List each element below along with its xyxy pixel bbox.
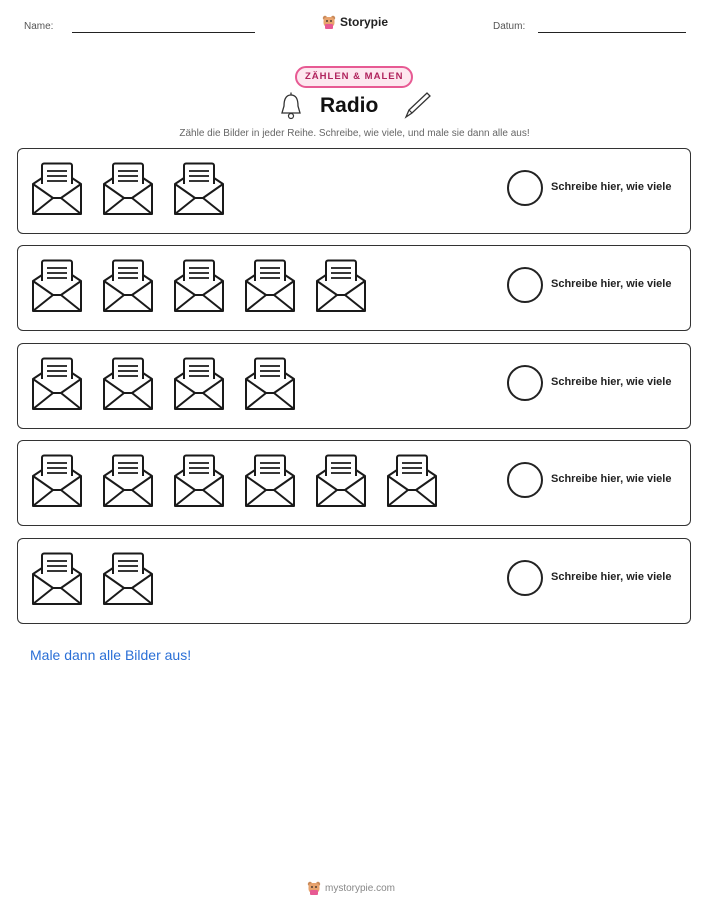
envelope-icon [244,454,296,510]
brand-logo [322,14,388,30]
envelope-icon [102,454,154,510]
instructions: Zähle die Bilder in jeder Reihe. Schreibe, wie viele, und male sie dann alle aus! [179,128,530,139]
date-label: Datum: [493,21,526,32]
envelope-icon [102,259,154,315]
envelope-icon [244,259,296,315]
bear-icon [322,14,336,30]
footer-site[interactable] [307,880,395,896]
answer-circle[interactable] [507,560,543,596]
envelope-icon [173,162,225,218]
envelope-group [31,259,367,315]
page-title: Radio [320,94,379,117]
envelope-icon [31,259,83,315]
name-line[interactable] [72,32,255,33]
footer-message: Male dann alle Bilder aus! [30,647,192,663]
bell-icon [278,92,304,120]
envelope-icon [102,162,154,218]
envelope-icon [244,357,296,413]
write-label: Schreibe hier, wie viele [551,278,672,290]
envelope-icon [31,454,83,510]
envelope-group [31,162,225,218]
envelope-icon [173,357,225,413]
envelope-group [31,552,154,608]
pencil-icon [402,90,432,120]
envelope-icon [31,162,83,218]
count-row-2 [17,245,691,331]
answer-circle[interactable] [507,267,543,303]
count-row-5 [17,538,691,624]
brand-name: Storypie [340,15,389,29]
answer-circle[interactable] [507,170,543,206]
envelope-icon [315,259,367,315]
write-label: Schreibe hier, wie viele [551,571,672,583]
write-label: Schreibe hier, wie viele [551,181,672,193]
category-badge: ZÄHLEN & MALEN [295,66,413,88]
write-label: Schreibe hier, wie viele [551,473,672,485]
count-row-4 [17,440,691,526]
envelope-icon [31,357,83,413]
answer-circle[interactable] [507,462,543,498]
count-row-3 [17,343,691,429]
bear-icon [307,880,321,896]
name-label: Name: [24,21,54,32]
envelope-icon [315,454,367,510]
envelope-icon [102,552,154,608]
count-row-1 [17,148,691,234]
envelope-icon [102,357,154,413]
write-label: Schreibe hier, wie viele [551,376,672,388]
date-line[interactable] [538,32,686,33]
envelope-icon [31,552,83,608]
envelope-group [31,454,438,510]
answer-circle[interactable] [507,365,543,401]
footer-site-label: mystorypie.com [325,882,396,894]
envelope-group [31,357,296,413]
envelope-icon [173,259,225,315]
envelope-icon [386,454,438,510]
envelope-icon [173,454,225,510]
